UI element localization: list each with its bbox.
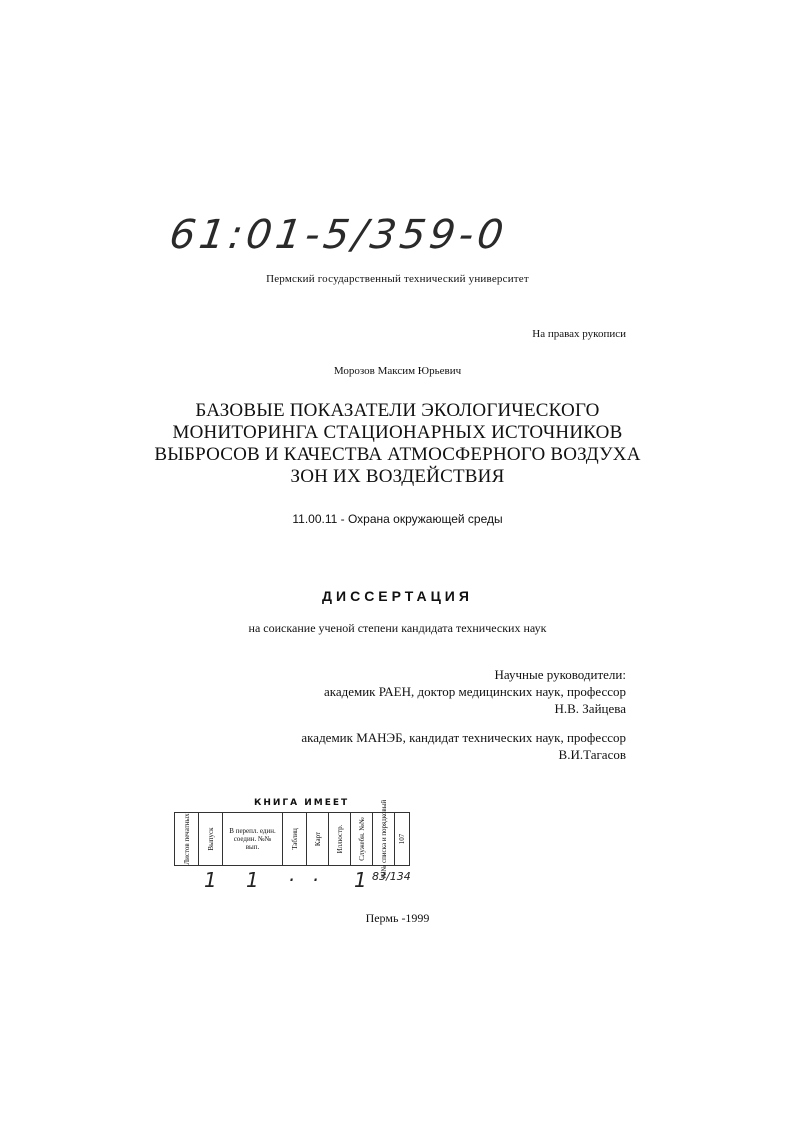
stamp-column (350, 812, 372, 866)
stamp-value-tables: · (288, 868, 295, 892)
stamp-column-label: Выпуск (206, 827, 215, 851)
city-year: Пермь -1999 (365, 911, 430, 925)
stamp-column (198, 812, 222, 866)
stamp-column-label: Карт (313, 831, 322, 847)
stamp-column-label: Листов печатных (182, 813, 191, 865)
stamp-column-label: Таблиц (290, 828, 299, 850)
specialty-code: 11.00.11 - Охрана окружающей среды (292, 512, 503, 526)
stamp-column-label: №№ списка и порядковый (379, 799, 388, 879)
title-line: ВЫБРОСОВ И КАЧЕСТВА АТМОСФЕРНОГО ВОЗДУХА (154, 444, 641, 465)
dissertation-title (0, 400, 795, 488)
manuscript-rights: На правах рукописи (532, 328, 626, 340)
supervisors-block (324, 666, 626, 717)
stamp-value-list-number: 83/134 (372, 870, 411, 883)
stamp-column (328, 812, 350, 866)
library-stamp (174, 798, 410, 898)
stamp-column-label: 107 (398, 833, 406, 845)
stamp-column (306, 812, 328, 866)
handwritten-code-text: 61:01-5/359-0 (166, 212, 511, 258)
stamp-column-label: Иллюстр. (335, 824, 344, 854)
supervisor-name: Н.В. Зайцева (554, 701, 626, 716)
stamp-column (174, 812, 198, 866)
stamp-column-label: Служебн. №№ (357, 817, 366, 861)
stamp-column (282, 812, 306, 866)
stamp-header: КНИГА ИМЕЕТ (254, 798, 350, 808)
author-name: Морозов Максим Юрьевич (333, 365, 462, 377)
title-line: МОНИТОРИНГА СТАЦИОНАРНЫХ ИСТОЧНИКОВ (172, 422, 623, 443)
supervisors-heading: Научные руководители: (494, 667, 626, 682)
stamp-value-sheets: 1 (204, 868, 217, 892)
stamp-column (222, 812, 282, 866)
university-name: Пермский государственный технический университет (266, 273, 529, 285)
supervisor-credentials: академик РАЕН, доктор медицинских наук, профессор (323, 684, 626, 699)
stamp-column-label: В перепл. един. соедин. №№ вып. (229, 827, 276, 851)
title-line: БАЗОВЫЕ ПОКАЗАТЕЛИ ЭКОЛОГИЧЕСКОГО (195, 400, 600, 421)
handwritten-catalog-code (166, 212, 511, 272)
title-line: ЗОН ИХ ВОЗДЕЙСТВИЯ (290, 466, 505, 487)
supervisor-credentials: академик МАНЭБ, кандидат технических наук, профессор (301, 730, 626, 745)
second-supervisor-block (301, 729, 626, 763)
stamp-value-service: 1 (354, 868, 367, 892)
degree-line: на соискание ученой степени кандидата технических наук (248, 621, 547, 635)
stamp-value-maps: · (312, 868, 319, 892)
stamp-value-bound: 1 (246, 868, 259, 892)
stamp-values (174, 868, 410, 896)
supervisor-name: В.И.Тагасов (558, 747, 626, 762)
stamp-column (394, 812, 410, 866)
stamp-column (372, 799, 394, 879)
document-type: ДИССЕРТАЦИЯ (322, 588, 473, 604)
